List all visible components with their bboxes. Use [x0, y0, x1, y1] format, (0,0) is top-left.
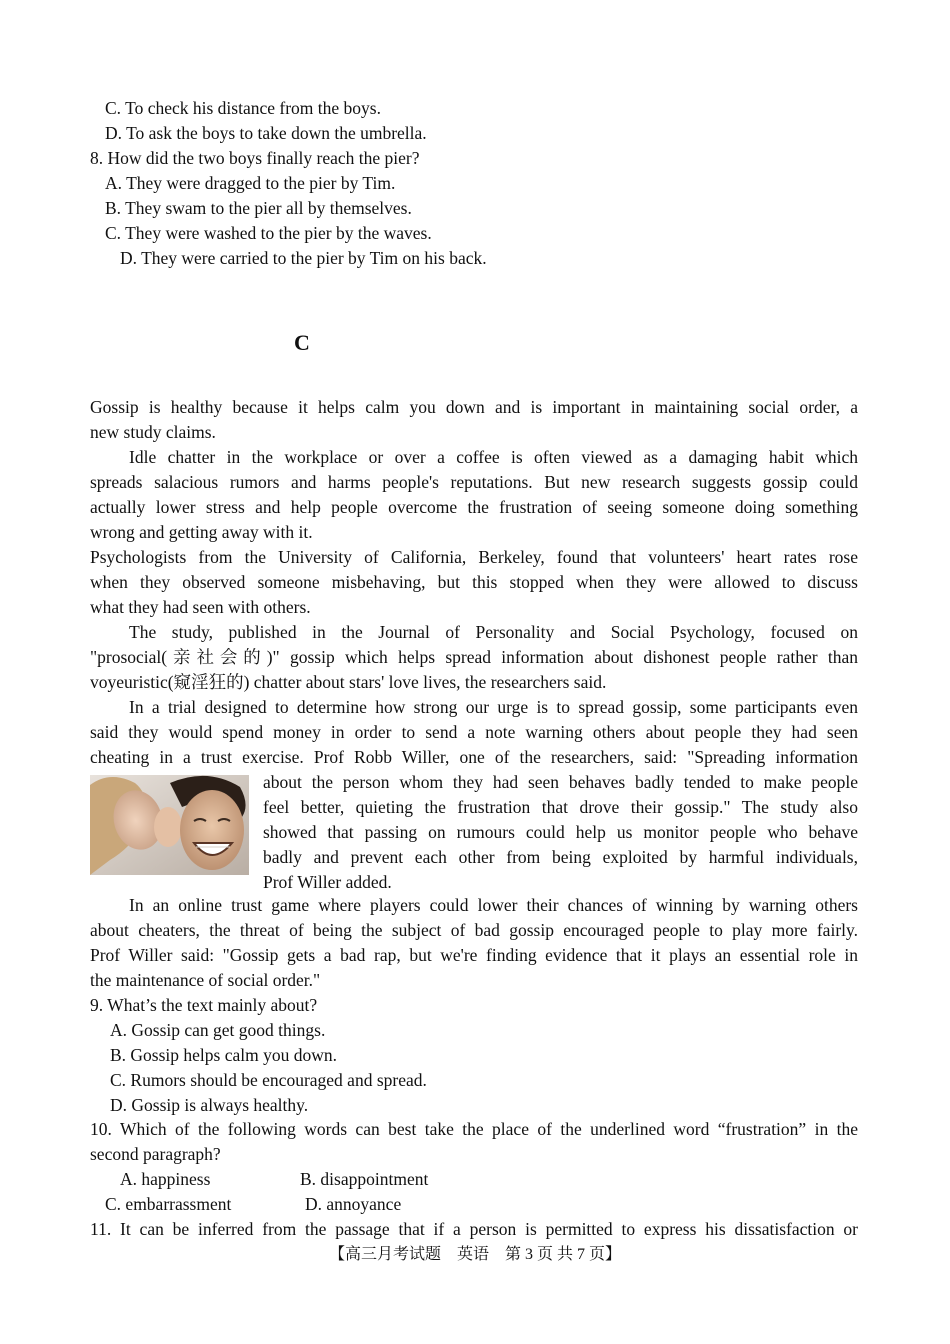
passage-line: Idle chatter in the workplace or over a coffee is often viewed as a damaging habit which: [129, 447, 858, 467]
q9-option-b: B. Gossip helps calm you down.: [110, 1045, 338, 1065]
passage-line: Prof Willer said: "Gossip gets a bad rap, but we're finding evidence that it plays an essential role in: [90, 945, 858, 965]
q10-option-d: D. annoyance: [305, 1194, 402, 1214]
passage-line: In a trial designed to determine how strong our urge is to spread gossip, some participants even: [129, 697, 858, 717]
q10-question: 10. Which of the following words can best take the place of the underlined word “frustration” in the: [90, 1119, 858, 1139]
passage-line: when they observed someone misbehaving, but this stopped when they were allowed to discuss: [90, 572, 858, 592]
q8-option-c: C. They were washed to the pier by the waves.: [105, 223, 432, 243]
passage-line: cheating in a trust exercise. Prof Robb Willer, one of the researchers, said: "Spreading information: [90, 747, 858, 767]
passage-line: what they had seen with others.: [90, 597, 311, 617]
q8-option-a: A. They were dragged to the pier by Tim.: [105, 173, 396, 193]
passage-line: showed that passing on rumours could help us monitor people who behave: [263, 822, 858, 842]
passage-line: Prof Willer added.: [263, 872, 392, 892]
passage-line: The study, published in the Journal of Personality and Social Psychology, focused on: [129, 622, 858, 642]
passage-line: said they would spend money in order to send a note warning others about people they had seen: [90, 722, 858, 742]
q9-option-a: A. Gossip can get good things.: [110, 1020, 326, 1040]
passage-line: spreads salacious rumors and harms people's reputations. But new research suggests gossip could: [90, 472, 858, 492]
passage-line: about the person whom they had seen behaves badly tended to make people: [263, 772, 858, 792]
passage-line: voyeuristic(窥淫狂的) chatter about stars' love lives, the researchers said.: [90, 672, 607, 692]
passage-line: the maintenance of social order.": [90, 970, 321, 990]
gossip-photo: [90, 775, 249, 875]
q10-option-b: B. disappointment: [300, 1169, 429, 1189]
q9-option-c: C. Rumors should be encouraged and spread.: [110, 1070, 427, 1090]
q8-question: 8. How did the two boys finally reach the pier?: [90, 148, 420, 168]
passage-line: "prosocial(亲社会的)" gossip which helps spread information about dishonest people rather than: [90, 647, 858, 667]
passage-line: wrong and getting away with it.: [90, 522, 313, 542]
q9-option-d: D. Gossip is always healthy.: [110, 1095, 309, 1115]
passage-line: feel better, quieting the frustration that drove their gossip." The study also: [263, 797, 858, 817]
q10-option-c: C. embarrassment: [105, 1194, 232, 1214]
passage-line: actually lower stress and help people overcome the frustration of seeing someone doing something: [90, 497, 858, 517]
passage-line: Psychologists from the University of California, Berkeley, found that volunteers' heart rates rose: [90, 547, 858, 567]
q7-option-c: C. To check his distance from the boys.: [105, 98, 381, 118]
q11-question: 11. It can be inferred from the passage that if a person is permitted to express his dissatisfaction or: [90, 1219, 858, 1239]
passage-line: about cheaters, the threat of being the subject of bad gossip encouraged people to play more fairly.: [90, 920, 858, 940]
q7-option-d: D. To ask the boys to take down the umbrella.: [105, 123, 427, 143]
passage-line: In an online trust game where players could lower their chances of winning by warning others: [129, 895, 858, 915]
q8-option-b: B. They swam to the pier all by themselves.: [105, 198, 412, 218]
section-title: C: [294, 330, 310, 355]
q10-option-a: A. happiness: [120, 1169, 211, 1189]
q9-question: 9. What’s the text mainly about?: [90, 995, 318, 1015]
q8-option-d: D. They were carried to the pier by Tim on his back.: [120, 248, 487, 268]
passage-line: new study claims.: [90, 422, 216, 442]
passage-line: badly and prevent each other from being exploited by harmful individuals,: [263, 847, 858, 867]
page-footer: 【高三月考试题 英语 第 3 页 共 7 页】: [328, 1246, 621, 1263]
passage-line: Gossip is healthy because it helps calm you down and is important in maintaining social order, a: [90, 397, 858, 417]
q10-question-cont: second paragraph?: [90, 1144, 221, 1164]
